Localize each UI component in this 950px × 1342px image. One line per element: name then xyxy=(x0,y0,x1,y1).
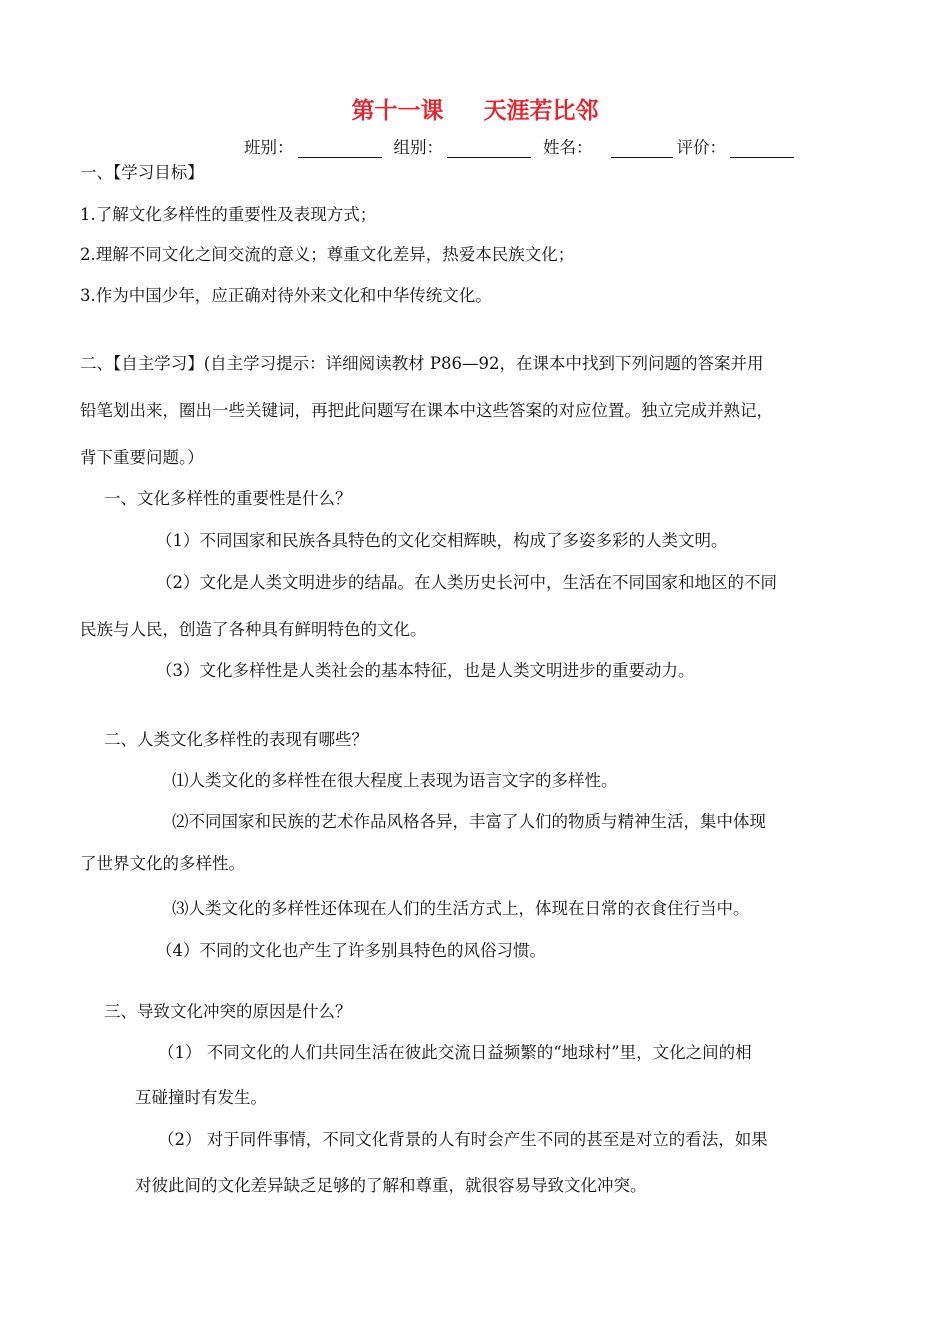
answer-text: ⑶人类文化的多样性还体现在人们的生活方式上，体现在日常的衣食住行当中。 xyxy=(172,899,750,918)
class-blank xyxy=(298,139,382,158)
self-study-intro: 背下重要问题。） xyxy=(80,448,204,467)
answer-text: ⑵不同国家和民族的艺术作品风格各异，丰富了人们的物质与精神生活，集中体现 xyxy=(172,812,766,831)
answer-text: ⑴人类文化的多样性在很大程度上表现为语言文字的多样性。 xyxy=(172,771,618,790)
answer-text: （2） 对于同件事情，不同文化背景的人有时会产生不同的甚至是对立的看法，如果 xyxy=(158,1130,768,1149)
eval-blank xyxy=(730,139,794,158)
group-blank xyxy=(447,139,531,158)
objectives-heading: 一、【学习目标】 xyxy=(80,163,204,182)
answer-text: （1） 不同文化的人们共同生活在彼此交流日益频繁的“地球村”里，文化之间的相 xyxy=(158,1043,752,1062)
answer-text: 对彼此间的文化差异缺乏足够的了解和尊重，就很容易导致文化冲突。 xyxy=(135,1176,647,1195)
name-blank xyxy=(611,139,673,158)
question-heading: 一、文化多样性的重要性是什么？ xyxy=(104,489,352,508)
objective-item: 2.理解不同文化之间交流的意义；尊重文化差异，热爱本民族文化； xyxy=(80,245,575,264)
answer-text: 互碰撞时有发生。 xyxy=(135,1088,267,1107)
self-study-intro: 铅笔划出来，圈出一些关键词，再把此问题写在课本中这些答案的对应位置。独立完成并熟记， xyxy=(80,401,773,420)
answer-text: 民族与人民，创造了各种具有鲜明特色的文化。 xyxy=(80,620,427,639)
objective-item: 1.了解文化多样性的重要性及表现方式； xyxy=(80,205,377,224)
question-heading: 三、导致文化冲突的原因是什么？ xyxy=(104,1002,352,1021)
question-heading: 二、人类文化多样性的表现有哪些？ xyxy=(104,730,368,749)
answer-text: （2）文化是人类文明进步的结晶。在人类历史长河中，生活在不同国家和地区的不同 xyxy=(156,573,777,592)
page-title xyxy=(0,92,950,125)
group-label: 组别： xyxy=(393,138,443,157)
answer-text: （1）不同国家和民族各具特色的文化交相辉映，构成了多姿多彩的人类文明。 xyxy=(156,531,728,550)
student-info-fields xyxy=(244,134,798,158)
objective-item: 3.作为中国少年，应正确对待外来文化和中华传统文化。 xyxy=(80,286,492,305)
self-study-intro: 二、【自主学习】(自主学习提示：详细阅读教材 P86—92，在课本中找到下列问题的答案并用 xyxy=(80,354,764,373)
answer-text: （3）文化多样性是人类社会的基本特征，也是人类文明进步的重要动力。 xyxy=(156,661,695,680)
answer-text: （4）不同的文化也产生了许多别具特色的风俗习惯。 xyxy=(156,941,546,960)
lesson-number: 第十一课 xyxy=(351,98,444,124)
name-label: 姓名： xyxy=(543,138,593,157)
eval-label: 评价： xyxy=(676,138,726,157)
answer-text: 了世界文化的多样性。 xyxy=(80,854,245,873)
lesson-title: 天涯若比邻 xyxy=(483,98,599,124)
class-label: 班别： xyxy=(244,138,294,157)
